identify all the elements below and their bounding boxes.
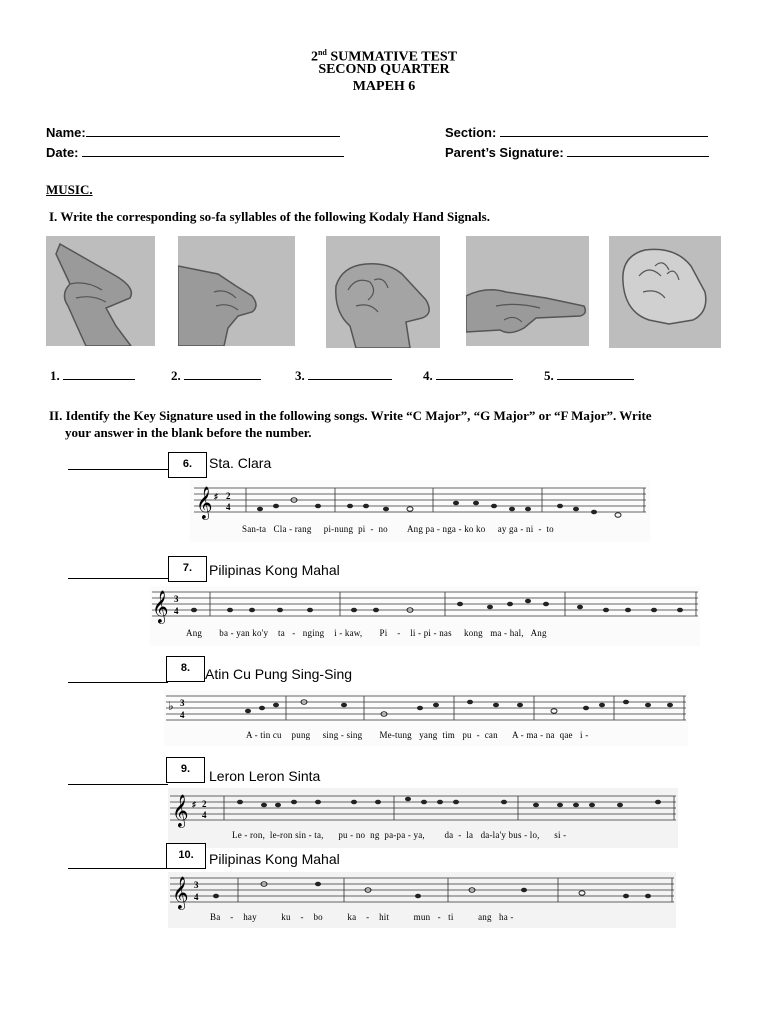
section-blank[interactable] bbox=[500, 125, 708, 137]
song-lyrics-9: Le - ron, le-ron sin - ta, pu - no ng pa-pa - ya, da - la da-la'y bus - lo, si - bbox=[232, 830, 567, 840]
part2-instruction-cont: your answer in the blank before the number. bbox=[65, 425, 312, 440]
staff-notation-10 bbox=[168, 872, 676, 910]
music-heading: MUSIC. bbox=[46, 182, 93, 197]
song-title-9: Leron Leron Sinta bbox=[209, 768, 321, 784]
part1-instruction: I. Write the corresponding so-fa syllables of the following Kodaly Hand Signals. bbox=[49, 209, 490, 224]
svg-text:♯: ♯ bbox=[192, 800, 196, 809]
answer-item-2[interactable]: 2. bbox=[171, 368, 261, 384]
quarter-title: SECOND QUARTER bbox=[318, 62, 450, 77]
part2-instruction: II. Identify the Key Signature used in the following songs. Write “C Major”, “G Major” or “F Major”. Write bbox=[49, 408, 652, 423]
question-number-10: 10. bbox=[166, 843, 206, 869]
music-staff-7 bbox=[150, 586, 700, 646]
music-staff-10 bbox=[168, 872, 676, 928]
test-title: 2nd SUMMATIVE TEST bbox=[310, 48, 458, 65]
answer-item-5[interactable]: 5. bbox=[544, 368, 634, 384]
music-staff-6 bbox=[190, 480, 650, 542]
staff-notation-6 bbox=[190, 480, 650, 522]
song-title-10: Pilipinas Kong Mahal bbox=[209, 851, 340, 867]
staff-notation-9 bbox=[168, 788, 678, 828]
svg-text:♯: ♯ bbox=[214, 492, 218, 501]
svg-text:𝄞: 𝄞 bbox=[196, 486, 213, 519]
answer-item-3[interactable]: 3. bbox=[295, 368, 392, 384]
subject-title: MAPEH 6 bbox=[352, 79, 416, 94]
staff-notation-8 bbox=[164, 690, 688, 728]
svg-text:♭: ♭ bbox=[168, 699, 174, 713]
svg-text:4: 4 bbox=[194, 892, 199, 902]
hand-signal-fist-up-icon bbox=[609, 236, 721, 348]
song-title-7: Pilipinas Kong Mahal bbox=[209, 562, 340, 578]
song-lyrics-7: Ang ba - yan ko'y ta - nging i - kaw, Pi - li - pi - nas kong ma - hal, Ang bbox=[186, 628, 547, 638]
song-lyrics-10: Ba - hay ku - bo ka - hit mun - ti ang ha - bbox=[210, 912, 514, 922]
svg-text:2: 2 bbox=[226, 491, 231, 501]
svg-text:𝄞: 𝄞 bbox=[172, 794, 189, 827]
answer-item-1[interactable]: 1. bbox=[50, 368, 135, 384]
svg-text:3: 3 bbox=[194, 880, 199, 890]
svg-text:4: 4 bbox=[202, 810, 207, 820]
parent-signature-field[interactable]: Parent’s Signature: bbox=[445, 145, 709, 160]
song-lyrics-8: A - tin cu pung sing - sing Me-tung yang tim pu - can A - ma - na qae i - bbox=[246, 730, 589, 740]
date-blank[interactable] bbox=[82, 145, 344, 157]
music-staff-9 bbox=[168, 788, 678, 848]
question-number-9: 9. bbox=[166, 757, 205, 783]
parent-signature-blank[interactable] bbox=[567, 145, 709, 157]
staff-notation-7 bbox=[150, 586, 700, 626]
answer-blank-10[interactable] bbox=[68, 867, 168, 869]
svg-text:4: 4 bbox=[226, 502, 231, 512]
answer-blank-6[interactable] bbox=[68, 468, 168, 470]
question-number-7: 7. bbox=[168, 556, 207, 582]
svg-text:3: 3 bbox=[180, 698, 185, 708]
svg-text:4: 4 bbox=[174, 606, 179, 616]
name-blank[interactable] bbox=[86, 125, 340, 137]
hand-signal-fist-icon bbox=[326, 236, 440, 348]
section-field[interactable]: Section: bbox=[445, 125, 708, 140]
hand-signal-flat-icon bbox=[46, 236, 155, 346]
song-title-6: Sta. Clara bbox=[209, 455, 272, 471]
svg-text:𝄞: 𝄞 bbox=[152, 590, 169, 623]
hand-signal-pointing-icon bbox=[178, 236, 295, 346]
song-lyrics-6: San-ta Cla - rang pi-nung pi - no Ang pa - nga - ko ko ay ga - ni - to bbox=[242, 524, 554, 534]
question-number-8: 8. bbox=[166, 656, 205, 682]
song-title-8: Atin Cu Pung Sing-Sing bbox=[205, 666, 353, 682]
answer-blank-8[interactable] bbox=[68, 681, 168, 683]
svg-text:3: 3 bbox=[174, 594, 179, 604]
svg-text:2: 2 bbox=[202, 799, 207, 809]
answer-item-4[interactable]: 4. bbox=[423, 368, 513, 384]
name-field[interactable]: Name: bbox=[46, 125, 340, 140]
answer-blank-7[interactable] bbox=[68, 577, 168, 579]
svg-text:4: 4 bbox=[180, 710, 185, 720]
music-staff-8 bbox=[164, 690, 688, 746]
date-field[interactable]: Date: bbox=[46, 145, 344, 160]
hand-signal-flat-down-icon bbox=[466, 236, 589, 346]
answer-blank-9[interactable] bbox=[68, 783, 168, 785]
svg-text:𝄞: 𝄞 bbox=[172, 876, 189, 909]
question-number-6: 6. bbox=[168, 452, 207, 478]
